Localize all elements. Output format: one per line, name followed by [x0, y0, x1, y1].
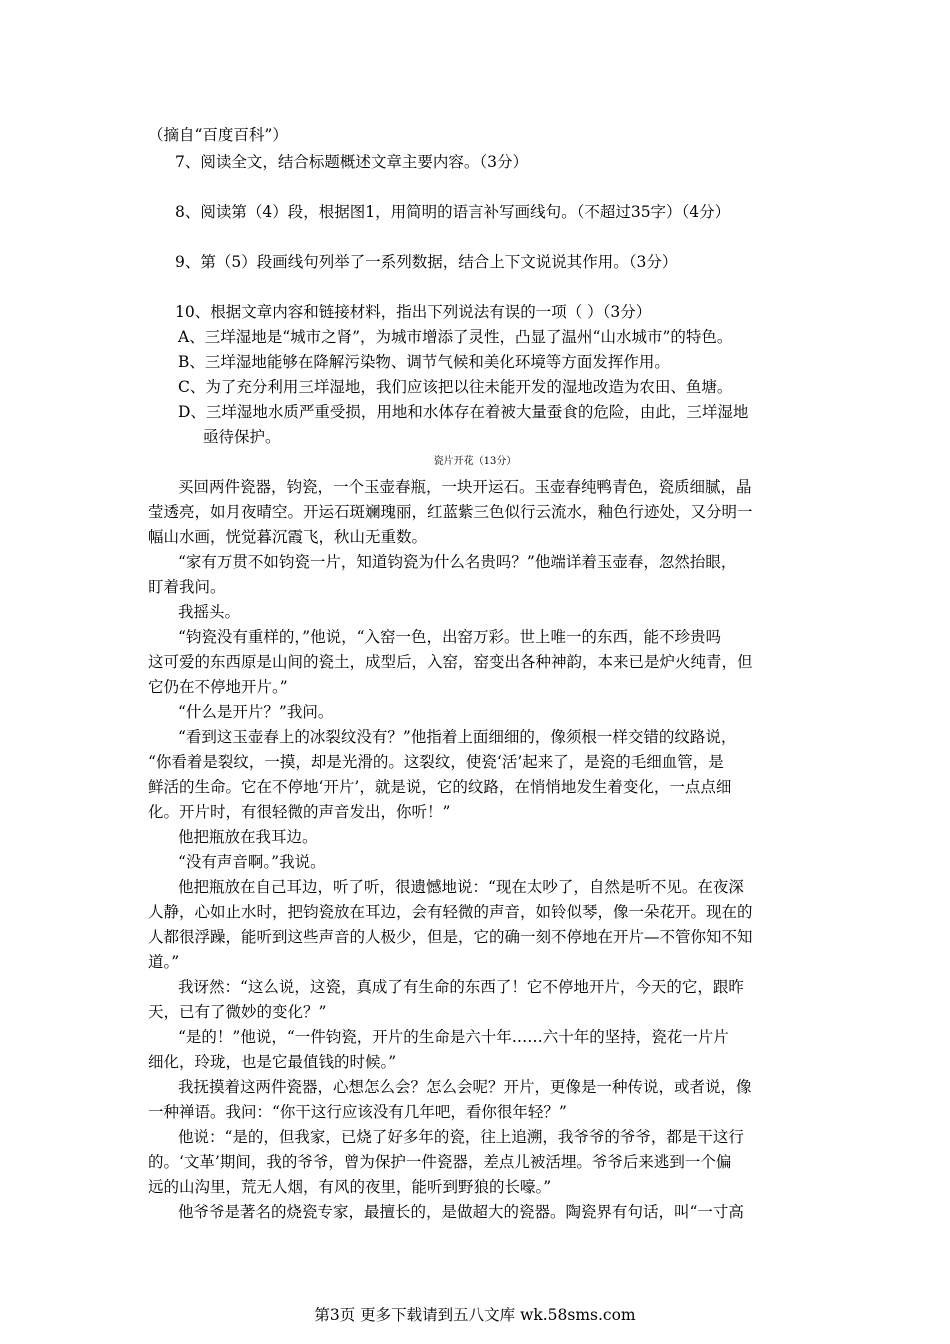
article-line: 一种禅语。我问：“你干这行应该没有几年吧，看你很年轻？” [148, 1103, 567, 1121]
article-line: “什么是开片？”我问。 [178, 703, 334, 721]
article-line: “是的！”他说，“一件钧瓷，开片的生命是六十年……六十年的坚持，瓷花一片片 [178, 1028, 729, 1046]
article-line: 人静，心如止水时，把钧瓷放在耳边，会有轻微的声音，如铃似琴，像一朵花开。现在的 [148, 903, 753, 921]
article-line: 他把瓶放在自己耳边，听了听，很遗憾地说：“现在太吵了，自然是听不见。在夜深 [178, 878, 744, 896]
article-line: “看到这玉壶春上的冰裂纹没有？”他指着上面细细的，像须根一样交错的纹路说， [178, 728, 737, 746]
option-b: B、三垟湿地能够在降解污染物、调节气候和美化环境等方面发挥作用。 [178, 353, 670, 371]
article-line: 这可爱的东西原是山间的瓷土，成型后，入窑，窑变出各种神韵，本来已是炉火纯青，但 [148, 653, 753, 671]
article-line: 道。” [148, 953, 180, 971]
article-line: 人都很浮躁，能听到这些声音的人极少，但是，它的确一刻不停地在开片—不管你知不知 [148, 928, 753, 946]
article-line: 化。开片时，有很轻微的声音发出，你听！” [148, 803, 451, 821]
article-line: 盯着我问。 [148, 578, 226, 596]
article-line: 我摇头。 [178, 603, 241, 621]
article-line: 远的山沟里，荒无人烟，有风的夜里，能听到野狼的长嚎。” [148, 1178, 552, 1196]
question-7: 7、阅读全文，结合标题概述文章主要内容。（3分） [175, 153, 528, 171]
article-line: 细化，玲珑，也是它最值钱的时候。” [148, 1053, 397, 1071]
source-note: （摘自“百度百科”） [148, 126, 288, 144]
option-a: A、三垟湿地是“城市之肾”，为城市增添了灵性，凸显了温州“山水城市”的特色。 [178, 328, 733, 346]
article-line: 莹透亮，如月夜晴空。开运石斑斓瑰丽，红蓝紫三色似行云流水，釉色行迹处，又分明一 [148, 503, 753, 521]
article-line: 的。‘文革’期间，我的爷爷，曾为保护一件瓷器，差点儿被活埋。爷爷后来逃到一个偏 [148, 1153, 732, 1171]
option-d: D、三垟湿地水质严重受损，用地和水体存在着被大量蚕食的危险，由此，三垟湿地 [178, 403, 749, 421]
article-line: 鲜活的生命。它在不停地‘开片’，就是说，它的纹路，在悄悄地发生着变化，一点点细 [148, 778, 732, 796]
article-line: 我抚摸着这两件瓷器，心想怎么会？怎么会呢？开片，更像是一种传说，或者说，像 [178, 1078, 752, 1096]
question-10: 10、根据文章内容和链接材料，指出下列说法有误的一项（ ）（3分） [175, 303, 652, 321]
option-c: C、为了充分利用三垟湿地，我们应该把以往未能开发的湿地改造为农田、鱼塘。 [178, 378, 733, 396]
article-line: “钧瓷没有重样的，”他说，“入窑一色，出窑万彩。世上唯一的东西，能不珍贵吗 [178, 628, 722, 646]
article-line: 我讶然：“这么说，这瓷，真成了有生命的东西了！它不停地开片，今天的它，跟昨 [178, 978, 744, 996]
article-line: “没有声音啊。”我说。 [178, 853, 326, 871]
article-title: 瓷片开花（13分） [433, 456, 517, 467]
article-line: 他把瓶放在我耳边。 [178, 828, 318, 846]
question-9: 9、第（5）段画线句列举了一系列数据，结合上下文说说其作用。（3分） [175, 253, 678, 271]
article-line: 天，已有了微妙的变化？” [148, 1003, 327, 1021]
page-footer: 第3页 更多下载请到五八文库 wk.58sms.com [314, 1306, 636, 1324]
question-8: 8、阅读第（4）段，根据图1，用简明的语言补写画线句。（不超过35字）（4分） [175, 203, 731, 221]
article-line: 买回两件瓷器，钧瓷，一个玉壶春瓶，一块开运石。玉壶春纯鸭青色，瓷质细腻，晶 [178, 478, 752, 496]
article-line: 它仍在不停地开片。” [148, 678, 288, 696]
article-line: “家有万贯不如钧瓷一片，知道钧瓷为什么名贵吗？”他端详着玉壶春，忽然抬眼， [178, 553, 737, 571]
article-line: 他爷爷是著名的烧瓷专家，最擅长的，是做超大的瓷器。陶瓷界有句话，叫“一寸高 [178, 1203, 744, 1221]
article-line: 他说：“是的，但我家，已烧了好多年的瓷，往上追溯，我爷爷的爷爷，都是干这行 [178, 1128, 744, 1146]
article-line: “你看着是裂纹，一摸，却是光滑的。这裂纹，使瓷‘活’起来了，是瓷的毛细血管，是 [148, 753, 724, 771]
option-d-continued: 亟待保护。 [203, 428, 281, 446]
article-line: 幅山水画，恍觉暮沉霞飞，秋山无重数。 [148, 528, 428, 546]
